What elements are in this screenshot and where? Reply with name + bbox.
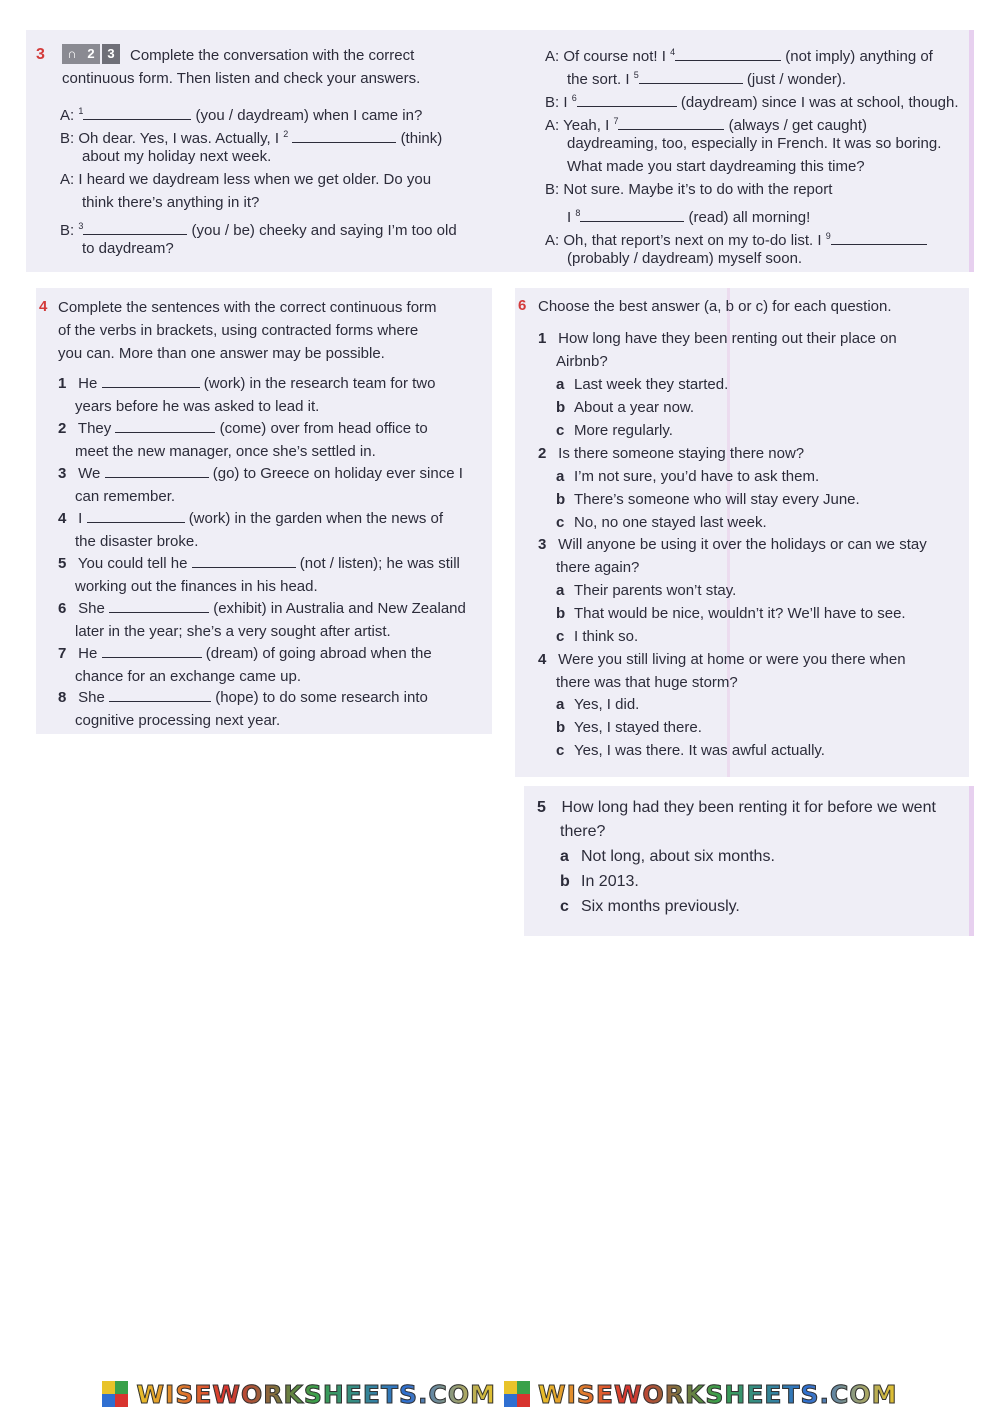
exercise-3-number: 3 xyxy=(36,46,45,63)
wiseworksheets-logo-icon xyxy=(504,1381,530,1407)
sentence-item: 3 We (go) to Greece on holiday ever since I can remember. xyxy=(58,465,463,505)
option-c[interactable]: c More regularly. xyxy=(556,422,673,439)
sentence-item: 4 I (work) in the garden when the news of the disaster broke. xyxy=(58,510,443,550)
sentence-item: 5 You could tell he (not / listen); he was still working out the finances in his head. xyxy=(58,555,460,595)
headphones-icon: ∩ xyxy=(62,44,82,64)
option-b[interactable]: b That would be nice, wouldn’t it? We’ll have to see. xyxy=(556,605,906,622)
question-text-cont: Airbnb? xyxy=(556,353,608,370)
exercise-6-instruction: Choose the best answer (a, b or c) for each question. xyxy=(538,298,892,315)
answer-blank[interactable] xyxy=(109,598,209,613)
option-c[interactable]: c I think so. xyxy=(556,628,639,645)
option-a[interactable]: a I’m not sure, you’d have to ask them. xyxy=(556,468,820,485)
footer-watermark xyxy=(0,1378,1000,1410)
option-a[interactable]: a Their parents won’t stay. xyxy=(556,582,737,599)
option-a[interactable]: a Yes, I did. xyxy=(556,696,640,713)
track-2: 2 xyxy=(82,44,100,64)
dialogue-line: (probably / daydream) myself soon. xyxy=(567,250,803,267)
option-a[interactable]: a Not long, about six months. xyxy=(560,848,775,865)
exercise-4-instruction: of the verbs in brackets, using contracted forms where xyxy=(58,322,419,339)
question-text: 4 Were you still living at home or were you there when xyxy=(538,651,906,668)
answer-blank-3[interactable] xyxy=(83,220,187,235)
answer-blank[interactable] xyxy=(192,553,296,568)
sentence-item: 8 She (hope) to do some research into cognitive processing next year. xyxy=(58,689,428,729)
dialogue-line: daydreaming, too, especially in French. It was so boring. xyxy=(567,135,942,152)
question-text: 5 How long had they been renting it for before we went xyxy=(537,799,936,816)
dialogue-line: A: Of course not! I $^4$ (not imply) anything of xyxy=(545,47,933,65)
option-b[interactable]: b Yes, I stayed there. xyxy=(556,719,702,736)
exercise-6-number: 6 xyxy=(518,297,527,314)
dialogue-line: B: Oh dear. Yes, I was. Actually, I $^2$ (think) xyxy=(60,129,443,147)
answer-blank-6[interactable] xyxy=(577,92,677,107)
dialogue-line: B: I $^6$ (daydream) since I was at school, though. xyxy=(545,93,959,111)
sentence-item: 2 They (come) over from head office to meet the new manager, once she’s settled in. xyxy=(58,420,428,460)
audio-track-badge xyxy=(62,44,120,64)
question-text-cont: there? xyxy=(560,823,606,840)
exercise-4-instruction: Complete the sentences with the correct continuous form xyxy=(58,299,437,316)
question-text: 2 Is there someone staying there now? xyxy=(538,445,805,462)
answer-blank[interactable] xyxy=(87,508,185,523)
option-c[interactable]: c Six months previously. xyxy=(560,898,740,915)
sentence-item: 6 She (exhibit) in Australia and New Zealand later in the year; she’s a very sought after artist. xyxy=(58,600,466,640)
dialogue-line: I $^8$ (read) all morning! xyxy=(567,208,811,226)
exercise-4-instruction: you can. More than one answer may be possible. xyxy=(58,345,385,362)
dialogue-line: B: Not sure. Maybe it’s to do with the report xyxy=(545,181,833,198)
answer-blank-8[interactable] xyxy=(580,207,684,222)
option-a[interactable]: a Last week they started. xyxy=(556,376,729,393)
exercise-3-instruction-cont: continuous form. Then listen and check your answers. xyxy=(62,70,421,87)
dialogue-line: to daydream? xyxy=(82,240,174,257)
exercise-4-number: 4 xyxy=(39,298,48,315)
dialogue-line: A: $^1$ (you / daydream) when I came in? xyxy=(60,106,423,124)
dialogue-line: A: I heard we daydream less when we get older. Do you xyxy=(60,171,432,188)
dialogue-line: the sort. I $^5$ (just / wonder). xyxy=(567,70,847,88)
question-text: 1 How long have they been renting out their place on xyxy=(538,330,897,347)
option-b[interactable]: b There’s someone who will stay every June. xyxy=(556,491,860,508)
option-b[interactable]: b About a year now. xyxy=(556,399,695,416)
sentence-item: 7 He (dream) of going abroad when the chance for an exchange came up. xyxy=(58,645,432,685)
question-text: 3 Will anyone be using it over the holidays or can we stay xyxy=(538,536,927,553)
brand-text[interactable]: WISEWORKSHEETS.COM xyxy=(136,1379,496,1409)
answer-blank-1[interactable] xyxy=(83,105,191,120)
dialogue-line: think there’s anything in it? xyxy=(82,194,260,211)
option-c[interactable]: c Yes, I was there. It was awful actually. xyxy=(556,742,825,759)
answer-blank-7[interactable] xyxy=(618,115,724,130)
answer-blank[interactable] xyxy=(109,687,211,702)
track-3: 3 xyxy=(102,44,120,64)
brand-text[interactable]: WISEWORKSHEETS.COM xyxy=(538,1379,898,1409)
answer-blank-4[interactable] xyxy=(675,46,781,61)
question-text-cont: there again? xyxy=(556,559,640,576)
answer-blank[interactable] xyxy=(115,418,215,433)
dialogue-line: B: $^3$ (you / be) cheeky and saying I’m too old xyxy=(60,221,457,239)
sentence-item: 1 He (work) in the research team for two years before he was asked to lead it. xyxy=(58,375,436,415)
dialogue-line: about my holiday next week. xyxy=(82,148,272,165)
answer-blank[interactable] xyxy=(105,463,209,478)
question-text-cont: there was that huge storm? xyxy=(556,674,738,691)
wiseworksheets-logo-icon xyxy=(102,1381,128,1407)
exercise-3-instruction: Complete the conversation with the correct xyxy=(130,47,415,64)
dialogue-line: A: Oh, that report’s next on my to-do list. I $^9$ xyxy=(545,225,927,253)
answer-blank-2[interactable] xyxy=(292,128,396,143)
answer-blank-9[interactable] xyxy=(831,230,927,245)
option-b[interactable]: b In 2013. xyxy=(560,873,639,890)
answer-blank[interactable] xyxy=(102,643,202,658)
dialogue-line: What made you start daydreaming this time? xyxy=(567,158,865,175)
dialogue-line: A: Yeah, I $^7$ (always / get caught) xyxy=(545,116,868,134)
option-c[interactable]: c No, no one stayed last week. xyxy=(556,514,767,531)
answer-blank[interactable] xyxy=(102,373,200,388)
answer-blank-5[interactable] xyxy=(639,69,743,84)
